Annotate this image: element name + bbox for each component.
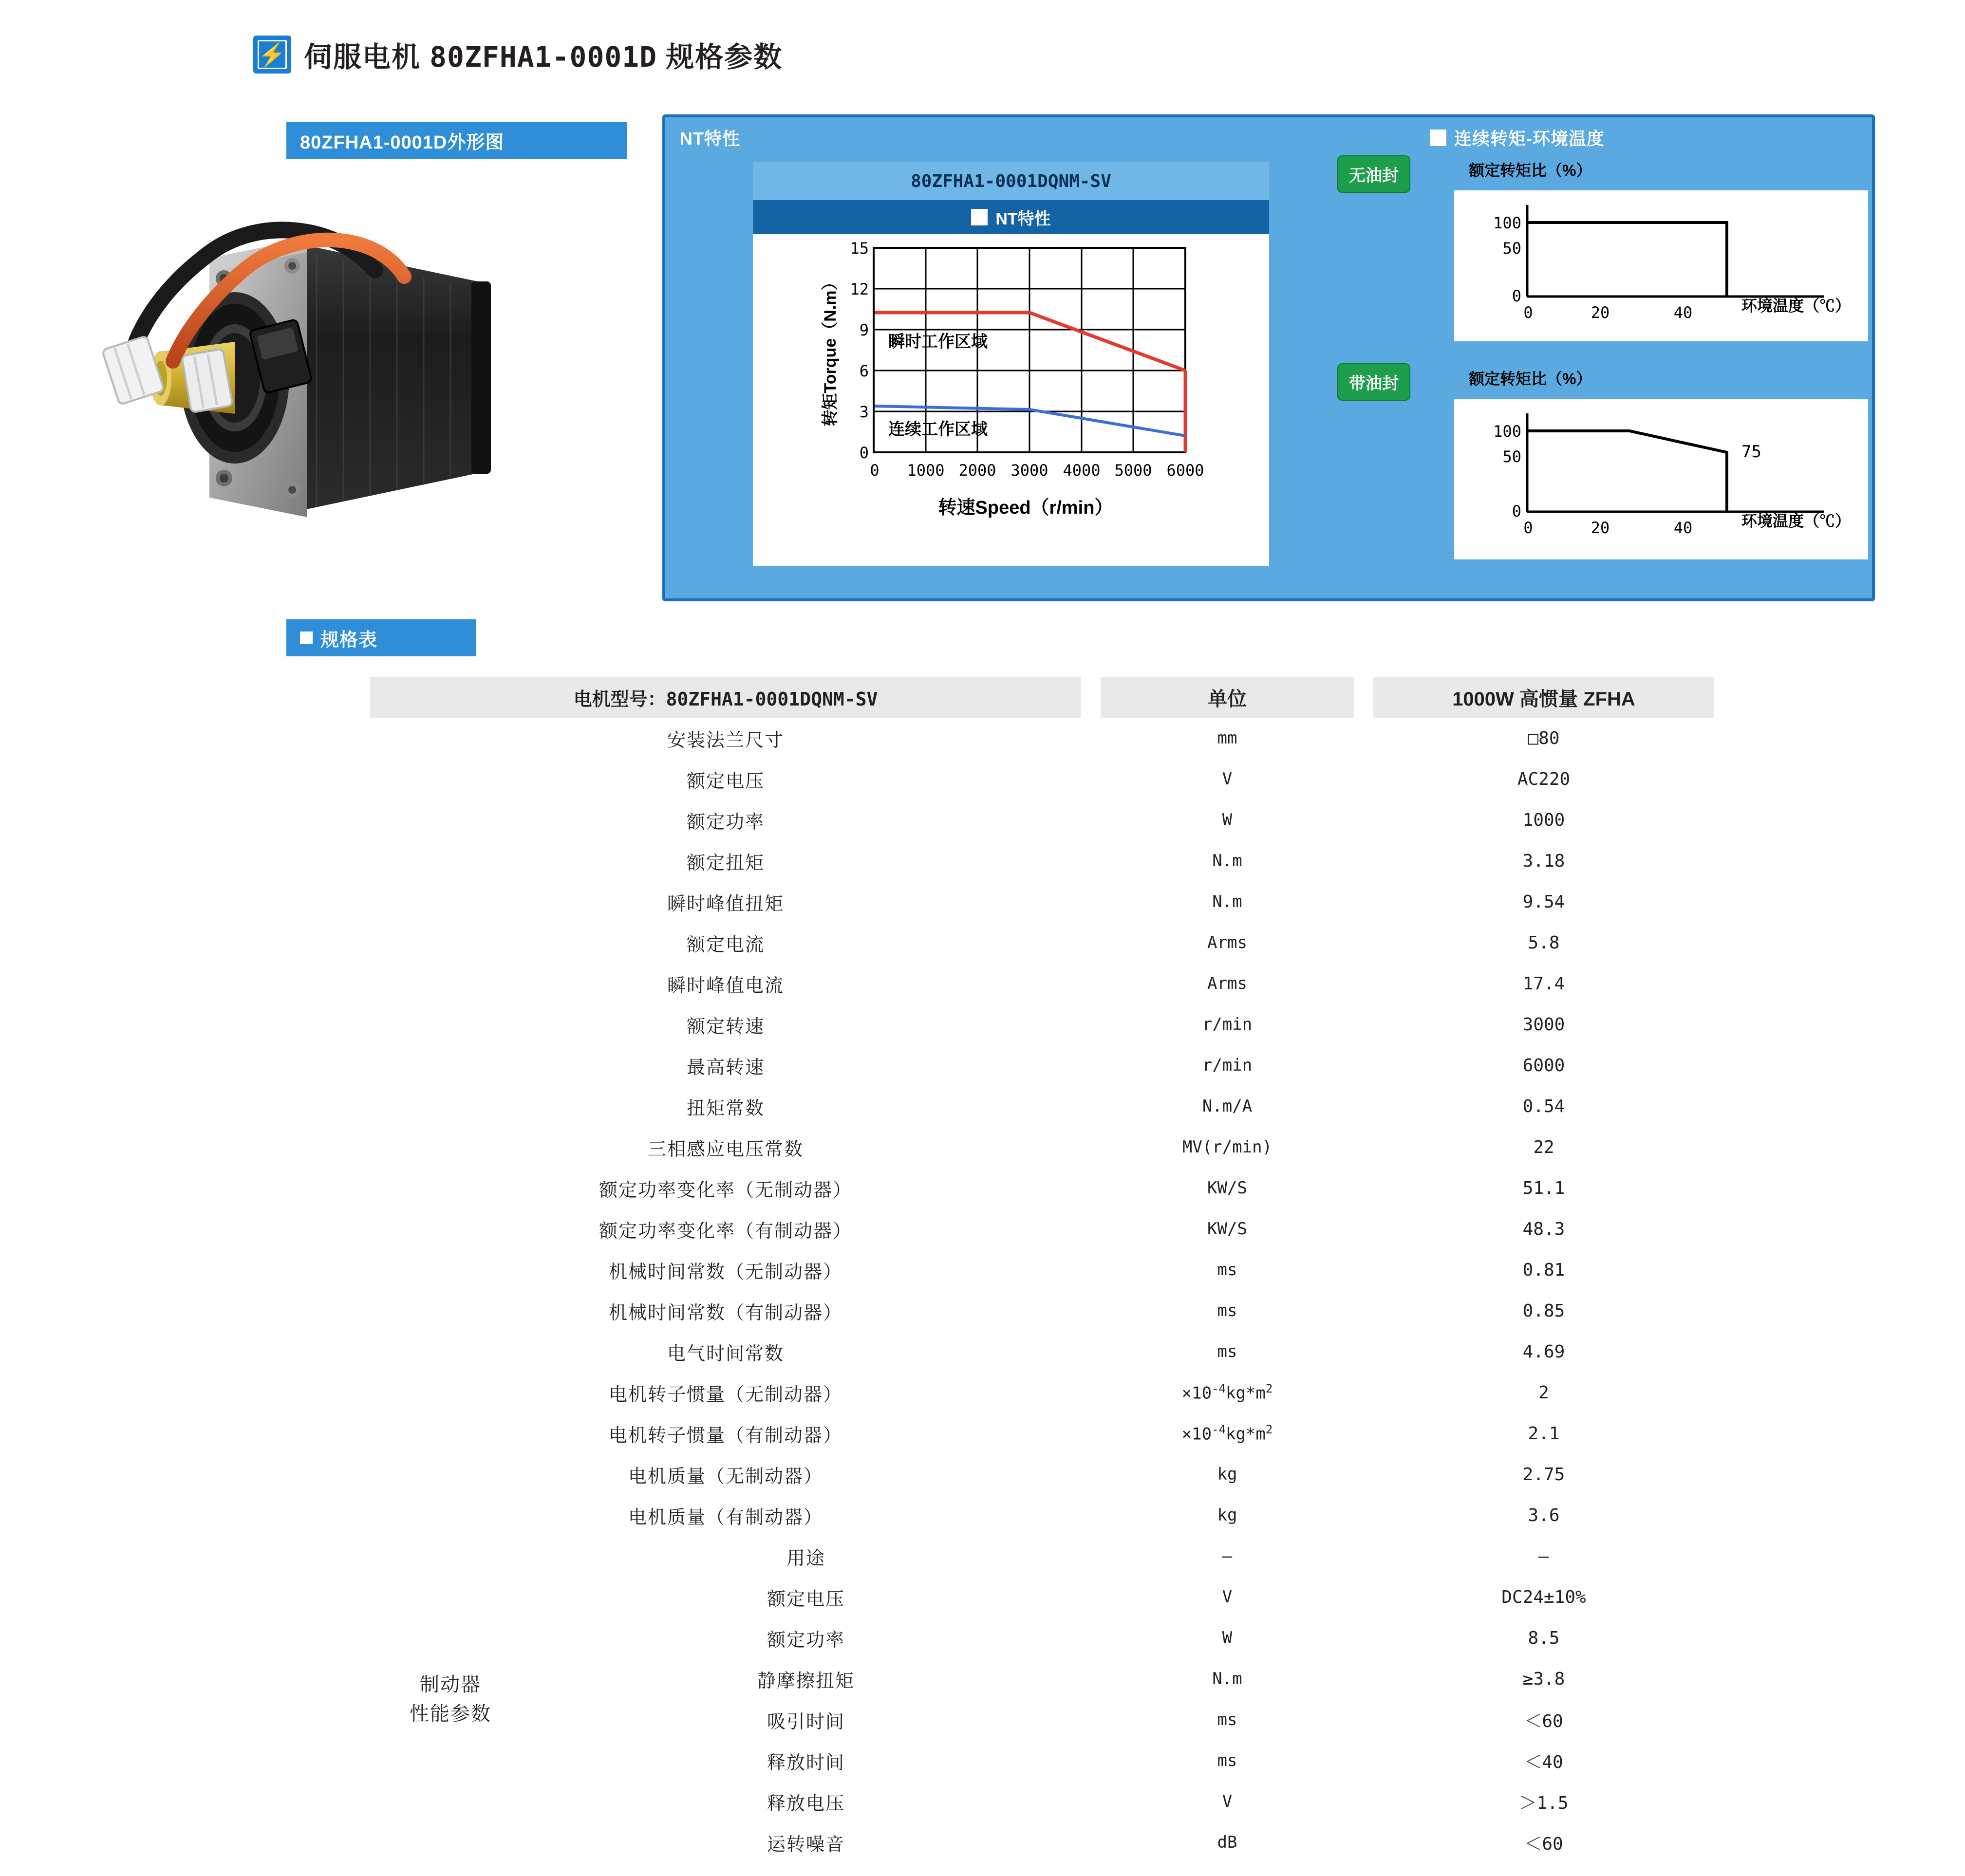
spacer: [1081, 1495, 1101, 1536]
row-value: 22: [1373, 1127, 1714, 1168]
row-value: 2.1: [1373, 1413, 1714, 1454]
row-unit: mm: [1101, 718, 1354, 759]
row-unit: ms: [1101, 1249, 1354, 1290]
row-unit: dB: [1101, 1822, 1354, 1863]
svg-text:3: 3: [859, 403, 869, 421]
row-value: 3.18: [1373, 840, 1714, 881]
table-row: [370, 1413, 1714, 1454]
spacer: [1354, 1372, 1373, 1413]
spacer: [1354, 1127, 1373, 1168]
spacer: [1354, 1577, 1373, 1617]
svg-text:20: 20: [1591, 303, 1610, 322]
spacer: [1354, 1413, 1373, 1454]
title-prefix: 伺服电机: [304, 41, 421, 73]
row-unit: KW/S: [1101, 1208, 1354, 1249]
spacer: [1354, 1086, 1373, 1127]
svg-text:1000: 1000: [907, 461, 945, 480]
row-value: DC24±10%: [1373, 1577, 1714, 1617]
white-square-icon: [1430, 130, 1446, 146]
row-value: 6000: [1373, 1045, 1714, 1086]
table-row: [370, 1658, 1714, 1699]
row-label: 安装法兰尺寸: [370, 718, 1081, 759]
table-row: [370, 1249, 1714, 1290]
table-row: [370, 922, 1714, 963]
row-label: 三相感应电压常数: [370, 1127, 1081, 1168]
motor-badge-icon: ⚡: [253, 36, 291, 74]
spacer: [1354, 881, 1373, 922]
row-label: 电机转子惯量（无制动器）: [370, 1372, 1081, 1413]
row-label: 额定功率: [531, 1617, 1081, 1658]
svg-text:50: 50: [1502, 447, 1521, 466]
row-label: 额定功率: [370, 799, 1081, 840]
spacer: [1081, 1454, 1101, 1495]
table-row: [370, 1331, 1714, 1372]
table-row: [370, 718, 1714, 759]
table-row: [370, 1290, 1714, 1331]
row-value: 17.4: [1373, 963, 1714, 1004]
spacer: [1354, 1822, 1373, 1863]
svg-text:40: 40: [1673, 519, 1693, 537]
table-row: [370, 1740, 1714, 1781]
row-label: 释放电压: [531, 1781, 1081, 1822]
with-seal-ratio-label: 额定转矩比（%）: [1469, 370, 1592, 388]
table-row: [370, 1495, 1714, 1536]
row-label: 静摩擦扭矩: [531, 1658, 1081, 1699]
row-label: 瞬时峰值电流: [370, 963, 1081, 1004]
row-value: 0.81: [1373, 1249, 1714, 1290]
nt-card-model: 80ZFHA1-0001DQNM-SV: [753, 162, 1269, 200]
white-square-icon: [300, 632, 313, 644]
row-value: □80: [1373, 718, 1714, 759]
row-label: 最高转速: [370, 1045, 1081, 1086]
svg-text:100: 100: [1493, 214, 1521, 232]
row-unit: ms: [1101, 1331, 1354, 1372]
spacer: [1081, 1658, 1101, 1699]
svg-text:20: 20: [1591, 519, 1610, 537]
spacer: [1354, 1781, 1373, 1822]
header-value: 1000W 高惯量 ZFHA: [1373, 677, 1714, 718]
spacer: [1081, 1208, 1101, 1249]
table-row: [370, 1168, 1714, 1208]
spacer: [1081, 718, 1101, 759]
spacer: [1081, 1699, 1101, 1740]
table-row: [370, 759, 1714, 799]
row-value: 4.69: [1373, 1331, 1714, 1372]
spacer: [1081, 1413, 1101, 1454]
row-label: 额定电流: [370, 922, 1081, 963]
spacer: [1354, 718, 1373, 759]
spacer: [1081, 759, 1101, 799]
spacer: [1354, 799, 1373, 840]
row-unit: N.m: [1101, 881, 1354, 922]
row-value: ＞1.5: [1373, 1781, 1714, 1822]
table-row: [370, 1045, 1714, 1086]
row-value: 0.85: [1373, 1290, 1714, 1331]
brake-group-label: 制动器 性能参数: [410, 1674, 491, 1725]
row-label: 额定转速: [370, 1004, 1081, 1045]
row-label: 用途: [531, 1536, 1081, 1577]
spacer: [1354, 1536, 1373, 1577]
row-unit: N.m: [1101, 1658, 1354, 1699]
table-row: [370, 1822, 1714, 1863]
row-unit: $\times 10^{-4}kg*m^2$: [1101, 1372, 1354, 1413]
row-value: 8.5: [1373, 1617, 1714, 1658]
spacer: [1081, 1004, 1101, 1045]
table-row: [370, 1086, 1714, 1127]
row-unit: kg: [1101, 1454, 1354, 1495]
page-title: [253, 34, 783, 75]
row-value: 51.1: [1373, 1168, 1714, 1208]
svg-text:5000: 5000: [1114, 461, 1152, 480]
row-value: 0.54: [1373, 1086, 1714, 1127]
svg-text:转速Speed（r/min）: 转速Speed（r/min）: [938, 498, 1113, 518]
row-unit: ms: [1101, 1740, 1354, 1781]
svg-text:100: 100: [1493, 422, 1521, 441]
spacer: [1081, 1168, 1101, 1208]
row-value: ＜60: [1373, 1822, 1714, 1863]
spacer: [1354, 1208, 1373, 1249]
no-seal-ratio-label: 额定转矩比（%）: [1469, 162, 1592, 179]
svg-text:4000: 4000: [1063, 461, 1101, 480]
row-value: ＜60: [1373, 1699, 1714, 1740]
with-oil-seal-badge: 带油封: [1337, 363, 1410, 401]
table-row: [370, 1127, 1714, 1168]
row-label: 电机质量（无制动器）: [370, 1454, 1081, 1495]
servo-motor-photo: [63, 170, 643, 579]
row-value: 48.3: [1373, 1208, 1714, 1249]
row-unit: V: [1101, 759, 1354, 799]
svg-text:转矩Torque（N.m）: 转矩Torque（N.m）: [821, 274, 840, 427]
svg-text:6000: 6000: [1166, 461, 1204, 480]
spacer: [1354, 840, 1373, 881]
svg-text:环境温度（℃）: 环境温度（℃）: [1741, 512, 1851, 530]
svg-text:50: 50: [1502, 239, 1521, 258]
spacer: [1081, 1577, 1101, 1617]
row-value: —: [1373, 1536, 1714, 1577]
svg-text:连续工作区域: 连续工作区域: [888, 420, 988, 439]
with-seal-chart: [1454, 399, 1868, 559]
spacer: [1081, 1127, 1101, 1168]
row-unit: V: [1101, 1781, 1354, 1822]
row-label: 电机质量（有制动器）: [370, 1495, 1081, 1536]
spacer: [1081, 1536, 1101, 1577]
svg-text:0: 0: [1523, 303, 1533, 322]
svg-text:瞬时工作区域: 瞬时工作区域: [888, 333, 988, 351]
row-label: 瞬时峰值扭矩: [370, 881, 1081, 922]
row-label: 额定功率变化率（有制动器）: [370, 1208, 1081, 1249]
row-value: 3000: [1373, 1004, 1714, 1045]
spacer: [1354, 1658, 1373, 1699]
row-unit: ms: [1101, 1699, 1354, 1740]
spacer: [1081, 881, 1101, 922]
spacer: [1354, 1331, 1373, 1372]
spec-table-label-text: 规格表: [320, 630, 378, 650]
spacer: [1081, 1617, 1101, 1658]
spec-table: [370, 677, 1714, 1863]
characteristics-panel: [662, 114, 1875, 601]
outline-drawing-label: 80ZFHA1-0001D外形图: [286, 122, 627, 159]
spacer: [1354, 963, 1373, 1004]
spacer: [1081, 1290, 1101, 1331]
svg-text:0: 0: [1512, 502, 1521, 520]
row-value: 2: [1373, 1372, 1714, 1413]
svg-text:0: 0: [1523, 519, 1533, 537]
spacer: [1081, 1822, 1101, 1863]
row-unit: N.m/A: [1101, 1086, 1354, 1127]
spacer: [1354, 922, 1373, 963]
row-unit: —: [1101, 1536, 1354, 1577]
spacer: [1354, 1454, 1373, 1495]
row-unit: Arms: [1101, 922, 1354, 963]
svg-text:0: 0: [859, 444, 869, 462]
nt-chart-card: [753, 162, 1269, 566]
row-unit: r/min: [1101, 1045, 1354, 1086]
no-seal-chart: [1454, 190, 1868, 341]
spacer: [1081, 1249, 1101, 1290]
spacer: [1354, 1045, 1373, 1086]
spacer: [1081, 963, 1101, 1004]
nt-chart-svg: [753, 234, 1269, 566]
row-unit: kg: [1101, 1495, 1354, 1536]
header-unit: 单位: [1101, 677, 1354, 718]
spacer: [1081, 1781, 1101, 1822]
spacer: [1081, 1740, 1101, 1781]
svg-text:12: 12: [850, 280, 869, 298]
row-unit: V: [1101, 1577, 1354, 1617]
row-label: 机械时间常数（无制动器）: [370, 1249, 1081, 1290]
title-text: [304, 34, 783, 75]
spacer: [1081, 799, 1101, 840]
svg-text:6: 6: [859, 362, 869, 380]
row-unit: r/min: [1101, 1004, 1354, 1045]
spec-table-label: [286, 619, 476, 656]
svg-text:40: 40: [1673, 303, 1693, 322]
svg-text:0: 0: [870, 461, 880, 480]
spacer: [1081, 1086, 1101, 1127]
svg-text:3000: 3000: [1011, 461, 1048, 480]
table-row: [370, 963, 1714, 1004]
row-value: 3.6: [1373, 1495, 1714, 1536]
row-label: 额定扭矩: [370, 840, 1081, 881]
spacer: [1354, 1249, 1373, 1290]
title-suffix: 规格参数: [666, 41, 783, 73]
nt-card-subtitle-text: NT特性: [995, 209, 1051, 228]
row-value: 2.75: [1373, 1454, 1714, 1495]
row-label: 额定电压: [370, 759, 1081, 799]
svg-text:15: 15: [850, 239, 869, 258]
row-unit: W: [1101, 799, 1354, 840]
row-label: 机械时间常数（有制动器）: [370, 1290, 1081, 1331]
spacer: [1081, 840, 1101, 881]
row-unit: MV(r/min): [1101, 1127, 1354, 1168]
table-row: [370, 1699, 1714, 1740]
row-value: ≥3.8: [1373, 1658, 1714, 1699]
table-row: [370, 881, 1714, 922]
svg-text:环境温度（℃）: 环境温度（℃）: [1741, 297, 1851, 315]
table-row: [370, 1781, 1714, 1822]
table-row: [370, 1536, 1714, 1577]
row-label: 额定功率变化率（无制动器）: [370, 1168, 1081, 1208]
row-value: 1000: [1373, 799, 1714, 840]
spacer: [1354, 1495, 1373, 1536]
spacer: [1081, 1045, 1101, 1086]
row-unit: KW/S: [1101, 1168, 1354, 1208]
row-value: AC220: [1373, 759, 1714, 799]
svg-text:2000: 2000: [958, 461, 996, 480]
spacer: [1354, 1617, 1373, 1658]
row-label: 电机转子惯量（有制动器）: [370, 1413, 1081, 1454]
row-unit: N.m: [1101, 840, 1354, 881]
row-unit: W: [1101, 1617, 1354, 1658]
table-row: [370, 1372, 1714, 1413]
spacer: [1081, 1372, 1101, 1413]
row-unit: $\times 10^{-4}kg*m^2$: [1101, 1413, 1354, 1454]
spacer: [1354, 759, 1373, 799]
table-row: [370, 1577, 1714, 1617]
table-header-row: [370, 677, 1714, 718]
svg-text:9: 9: [859, 321, 869, 339]
spacer: [1354, 1740, 1373, 1781]
table-row: [370, 799, 1714, 840]
row-value: ＜40: [1373, 1740, 1714, 1781]
white-square-icon: [971, 209, 988, 225]
spacer: [1354, 1168, 1373, 1208]
spacer: [1081, 1331, 1101, 1372]
header-model: 电机型号：80ZFHA1-0001DQNM-SV: [370, 677, 1081, 718]
nt-panel-title: NT特性: [680, 129, 740, 149]
row-label: 扭矩常数: [370, 1086, 1081, 1127]
table-row: [370, 1208, 1714, 1249]
row-label: 运转噪音: [531, 1822, 1081, 1863]
no-oil-seal-badge: 无油封: [1337, 155, 1410, 193]
row-unit: ms: [1101, 1290, 1354, 1331]
torque-temperature-title-text: 连续转矩-环境温度: [1454, 129, 1605, 149]
spacer: [1354, 1290, 1373, 1331]
with-seal-end-value: 75: [1741, 442, 1761, 462]
row-value: 9.54: [1373, 881, 1714, 922]
title-model: 80ZFHA1-0001D: [430, 40, 657, 74]
row-label: 释放时间: [531, 1740, 1081, 1781]
table-row: [370, 1617, 1714, 1658]
row-label: 吸引时间: [531, 1699, 1081, 1740]
torque-temperature-title: [1430, 125, 1605, 150]
table-row: [370, 1004, 1714, 1045]
row-label: 电气时间常数: [370, 1331, 1081, 1372]
spacer: [1354, 1699, 1373, 1740]
row-value: 5.8: [1373, 922, 1714, 963]
nt-card-subtitle: [753, 200, 1269, 234]
row-unit: Arms: [1101, 963, 1354, 1004]
table-row: [370, 1454, 1714, 1495]
table-row: [370, 840, 1714, 881]
spacer: [1081, 922, 1101, 963]
svg-text:0: 0: [1512, 287, 1521, 305]
row-label: 额定电压: [531, 1577, 1081, 1617]
spacer: [1354, 1004, 1373, 1045]
